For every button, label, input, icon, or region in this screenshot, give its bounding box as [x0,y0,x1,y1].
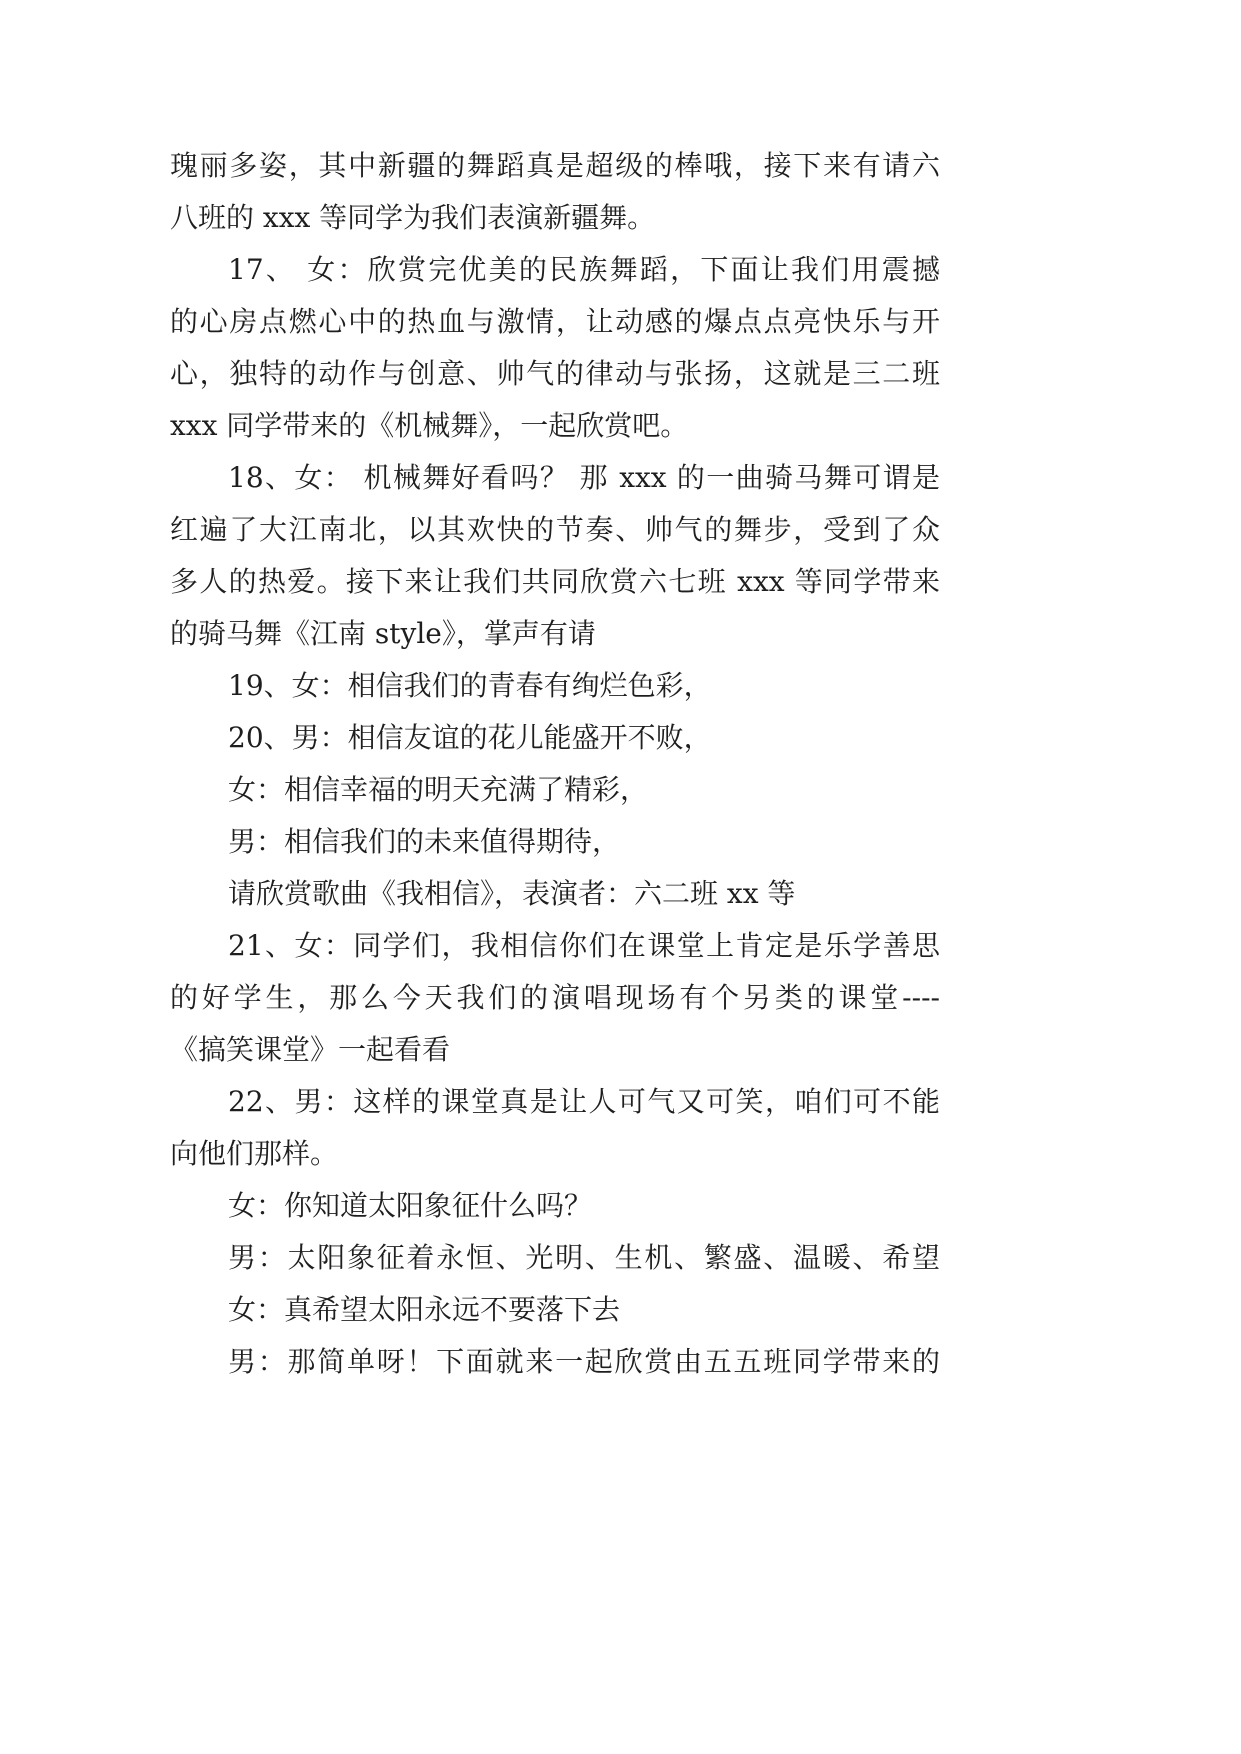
text-line: 女：真希望太阳永远不要落下去 [228,1293,621,1326]
text-line: 请欣赏歌曲《我相信》，表演者：六二班 xx 等 [228,877,796,910]
text-line: 男：相信我们的未来值得期待， [228,825,621,858]
text-line: 17、 女：欣赏完优美的民族舞蹈，下面让我们用震撼 [228,253,940,286]
text-line: 22、男：这样的课堂真是让人可气又可笑，咱们可不能 [228,1085,940,1118]
text-line: 的好学生，那么今天我们的演唱现场有个另类的课堂---- [170,981,940,1014]
text-line: 向他们那样。 [170,1137,339,1170]
text-line: 八班的 xxx 等同学为我们表演新疆舞。 [170,201,656,234]
document-body [170,140,940,1388]
text-line: 的骑马舞《江南 style》，掌声有请 [170,617,596,650]
text-line: 《搞笑课堂》一起看看 [170,1033,451,1066]
text-line: 19、女：相信我们的青春有绚烂色彩， [228,669,712,702]
text-line: 男：太阳象征着永恒、光明、生机、繁盛、温暖、希望 [228,1241,940,1274]
text-line: 女：相信幸福的明天充满了精彩， [228,773,649,806]
text-line: 18、女： 机械舞好看吗？ 那 xxx 的一曲骑马舞可谓是 [228,461,940,494]
text-line: 多人的热爱。接下来让我们共同欣赏六七班 xxx 等同学带来 [170,565,940,598]
text-line: 的心房点燃心中的热血与激情，让动感的爆点点亮快乐与开 [170,305,940,338]
text-line: 瑰丽多姿，其中新疆的舞蹈真是超级的棒哦，接下来有请六 [170,149,940,182]
text-line: 红遍了大江南北，以其欢快的节奏、帅气的舞步，受到了众 [170,513,940,546]
text-line: 男：那简单呀！下面就来一起欣赏由五五班同学带来的 [228,1345,940,1378]
text-line: 心，独特的动作与创意、帅气的律动与张扬，这就是三二班 [170,357,940,390]
text-line: xxx 同学带来的《机械舞》，一起欣赏吧。 [170,409,689,442]
text-line: 21、女：同学们，我相信你们在课堂上肯定是乐学善思 [228,929,940,962]
text-line: 20、男：相信友谊的花儿能盛开不败， [228,721,712,754]
text-line: 女：你知道太阳象征什么吗？ [228,1189,593,1222]
